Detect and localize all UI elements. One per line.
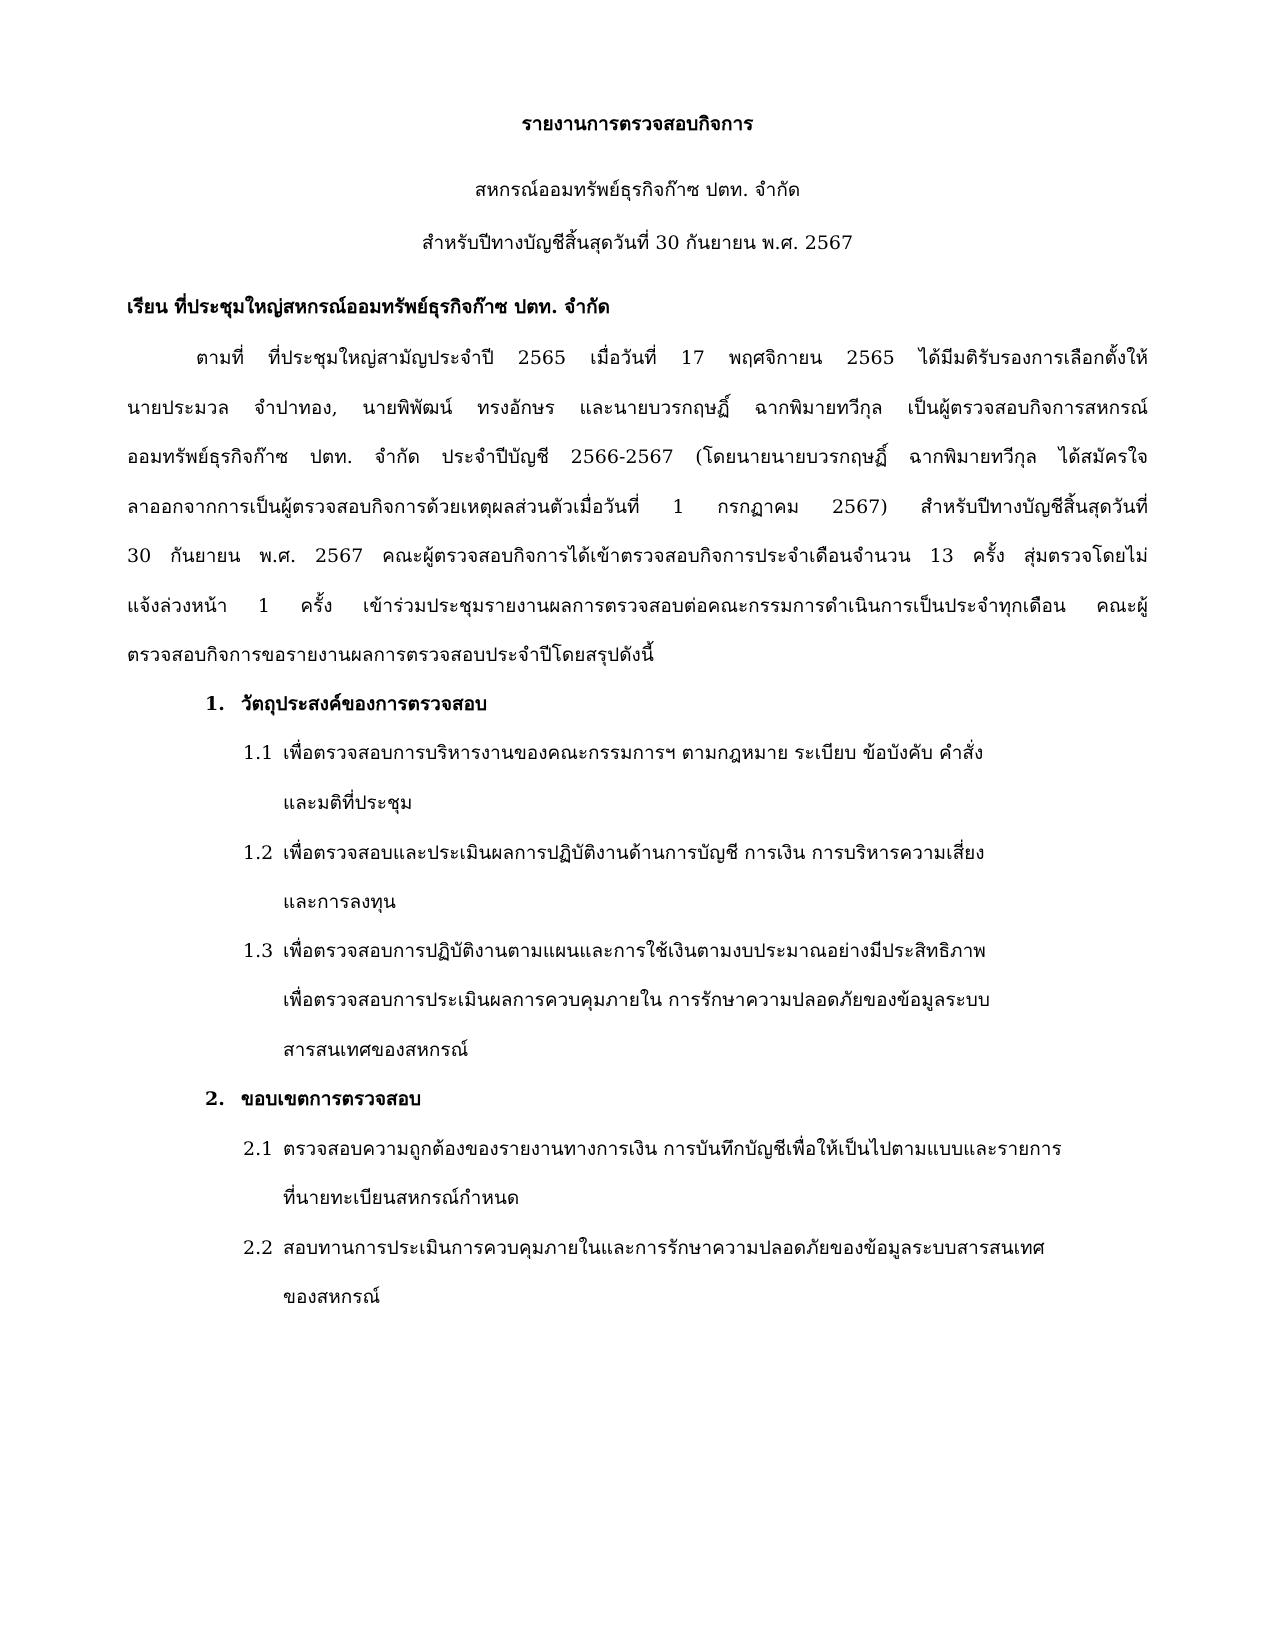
item-number: 1.3 [243,940,274,962]
item-text: เพื่อตรวจสอบการประเมินผลการควบคุมภายใน การรักษาความปลอดภัยของข้อมูลระบบ [283,989,990,1011]
item-text: ตรวจสอบความถูกต้องของรายงานทางการเงิน การบันทึกบัญชีเพื่อให้เป็นไปตามแบบและรายการ [283,1138,1062,1160]
section-number: 2. [205,1088,225,1110]
intro-line: ออมทรัพย์ธุรกิจก๊าซ ปตท. จำกัด ประจำปีบัญชี 2566-2567 (โดยนายนายบวรกฤษฏิ์ ฉากพิมายทวีกุล ได้สมัครใจ [127,446,1148,468]
item-text: ที่นายทะเบียนสหกรณ์กำหนด [283,1187,520,1209]
intro-line: ตามที่ ที่ประชุมใหญ่สามัญประจำปี 2565 เมื่อวันที่ 17 พฤศจิกายน 2565 ได้มีมติรับรองการเลือกตั้งให้ [196,347,1148,369]
intro-line: 30 กันยายน พ.ศ. 2567 คณะผู้ตรวจสอบกิจการได้เข้าตรวจสอบกิจการประจำเดือนจำนวน 13 ครั้ง สุ่มตรวจโดยไม่ [127,545,1148,567]
item-text: สารสนเทศของสหกรณ์ [283,1039,469,1061]
section-heading: วัตถุประสงค์ของการตรวจสอบ [241,693,488,715]
intro-line: ตรวจสอบกิจการขอรายงานผลการตรวจสอบประจำปีโดยสรุปดังนี้ [127,644,654,666]
organization-name: สหกรณ์ออมทรัพย์ธุรกิจก๊าซ ปตท. จำกัด [474,179,801,201]
item-text: เพื่อตรวจสอบการปฏิบัติงานตามแผนและการใช้เงินตามงบประมาณอย่างมีประสิทธิภาพ [283,940,986,962]
document-title: รายงานการตรวจสอบกิจการ [521,113,754,135]
section-heading: ขอบเขตการตรวจสอบ [241,1088,422,1110]
intro-line: แจ้งล่วงหน้า 1 ครั้ง เข้าร่วมประชุมรายงานผลการตรวจสอบต่อคณะกรรมการดำเนินการเป็นประจำทุกเดือน คณะผู้ [127,595,1148,617]
salutation: เรียน ที่ประชุมใหญ่สหกรณ์ออมทรัพย์ธุรกิจก๊าซ ปตท. จำกัด [127,296,610,318]
item-number: 1.2 [243,842,274,864]
item-text: ของสหกรณ์ [283,1286,381,1308]
intro-line: นายประมวล จำปาทอง, นายพิพัฒน์ ทรงอักษร และนายบวรกฤษฏิ์ ฉากพิมายทวีกุล เป็นผู้ตรวจสอบกิจการสหกรณ์ [127,397,1148,419]
section-number: 1. [205,693,225,715]
item-text: และมติที่ประชุม [283,792,413,814]
item-number: 2.2 [243,1237,274,1259]
item-text: และการลงทุน [283,891,396,913]
intro-line: ลาออกจากการเป็นผู้ตรวจสอบกิจการด้วยเหตุผลส่วนตัวเมื่อวันที่ 1 กรกฏาคม 2567) สำหรับปีทางบัญชีสิ้นสุดวันที่ [127,496,1148,518]
item-text: เพื่อตรวจสอบการบริหารงานของคณะกรรมการฯ ตามกฎหมาย ระเบียบ ข้อบังคับ คำสั่ง [283,742,984,764]
item-text: เพื่อตรวจสอบและประเมินผลการปฏิบัติงานด้านการบัญชี การเงิน การบริหารความเสี่ยง [283,842,985,864]
reporting-period: สำหรับปีทางบัญชีสิ้นสุดวันที่ 30 กันยายน พ.ศ. 2567 [421,232,854,254]
item-number: 2.1 [243,1138,274,1160]
item-text: สอบทานการประเมินการควบคุมภายในและการรักษาความปลอดภัยของข้อมูลระบบสารสนเทศ [283,1237,1045,1259]
item-number: 1.1 [243,742,274,764]
